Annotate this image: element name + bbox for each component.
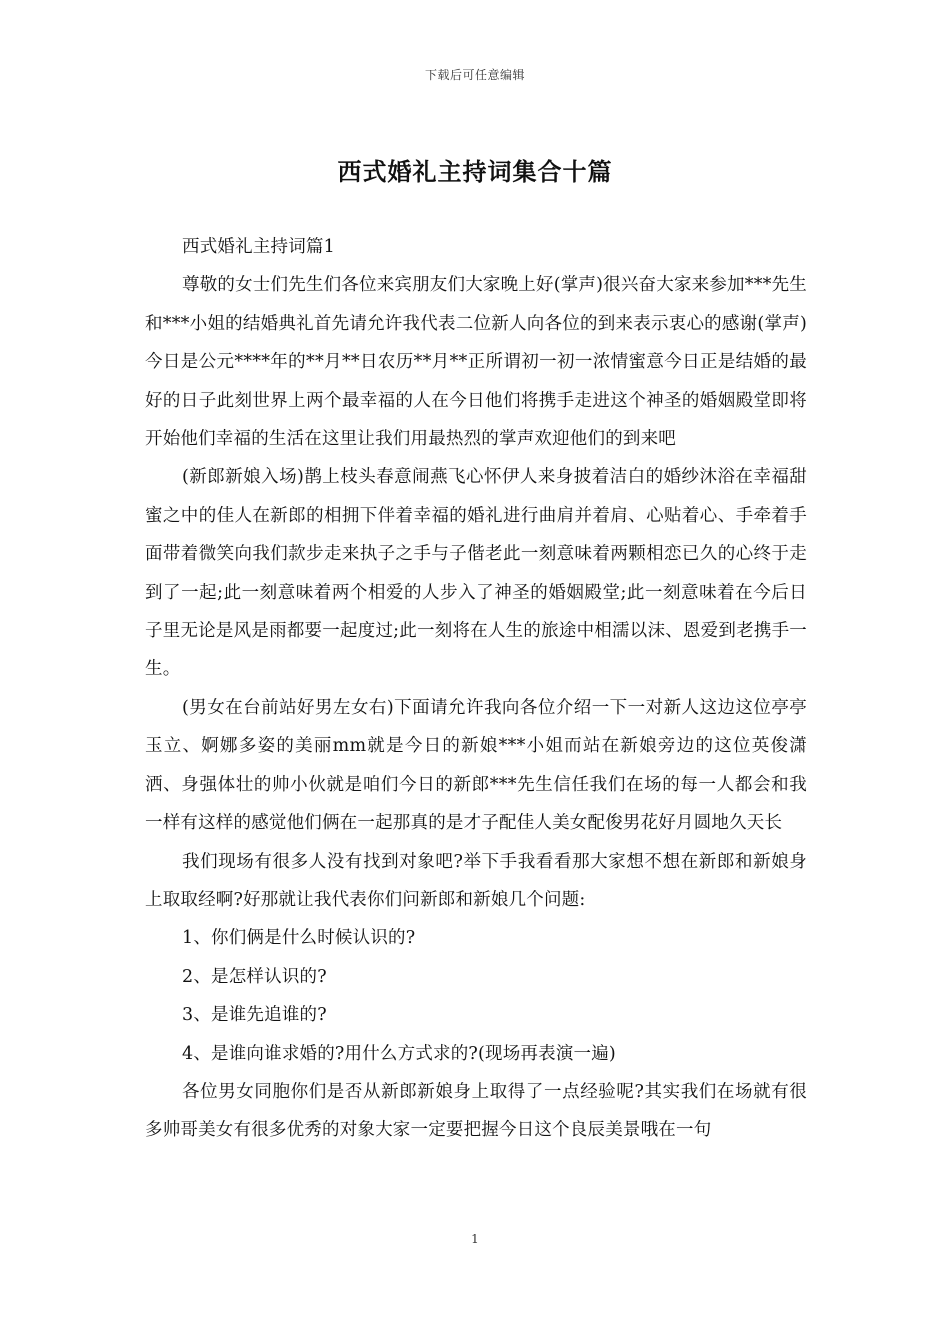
header-note: 下载后可任意编辑 — [424, 68, 525, 82]
paragraph: 各位男女同胞你们是否从新郎新娘身上取得了一点经验呢?其实我们在场就有很多帅哥美女有很多优秀的对象大家一定要把握今日这个良辰美景哦在一句 — [145, 1081, 807, 1141]
question-item: 3、是谁先追谁的? — [182, 1005, 327, 1026]
question-item: 2、是怎样认识的? — [182, 966, 327, 987]
paragraph: 我们现场有很多人没有找到对象吧?举下手我看看那大家想不想在新郎和新娘身上取取经啊?好那就让我代表你们问新郎和新娘几个问题: — [145, 851, 807, 910]
section-heading: 西式婚礼主持词篇1 — [182, 237, 335, 257]
paragraph: (男女在台前站好男左女右)下面请允许我向各位介绍一下一对新人这边这位亭亭玉立、婀娜多姿的美丽mm就是今日的新娘***小姐而站在新娘旁边的这位英俊潇洒、身强体壮的帅小伙就是咱们今日的新郎***先生信任我们在场的每一人都会和我一样有这样的感觉他们俩在一起那真的是才子配佳人美女配俊男花好月圆地久天长 — [145, 697, 807, 834]
paragraph: (新郎新娘入场)鹊上枝头春意闹燕飞心怀伊人来身披着洁白的婚纱沐浴在幸福甜蜜之中的佳人在新郎的相拥下伴着幸福的婚礼进行曲肩并着肩、心贴着心、手牵着手面带着微笑向我们款步走来执子之手与子偕老此一刻意味着两颗相恋已久的心终于走到了一起;此一刻意味着两个相爱的人步入了神圣的婚姻殿堂;此一刻意味着在今后日子里无论是风是雨都要一起度过;此一刻将在人生的旅途中相濡以沫、恩爱到老携手一生。 — [145, 467, 807, 680]
page-number: 1 — [471, 1232, 479, 1246]
document-body — [145, 228, 807, 1150]
document-title: 西式婚礼主持词集合十篇 — [337, 157, 613, 186]
paragraph: 尊敬的女士们先生们各位来宾朋友们大家晚上好(掌声)很兴奋大家来参加***先生和***小姐的结婚典礼首先请允许我代表二位新人向各位的到来表示衷心的感谢(掌声)今日是公元****年的**月**日农历**月**正所谓初一初一浓情蜜意今日正是结婚的最好的日子此刻世界上两个最幸福的人在今日他们将携手走进这个神圣的婚姻殿堂即将开始他们幸福的生活在这里让我们用最热烈的掌声欢迎他们的到来吧 — [145, 275, 808, 450]
question-item: 4、是谁向谁求婚的?用什么方式求的?(现场再表演一遍) — [182, 1043, 616, 1064]
question-item: 1、你们俩是什么时候认识的? — [182, 928, 416, 949]
